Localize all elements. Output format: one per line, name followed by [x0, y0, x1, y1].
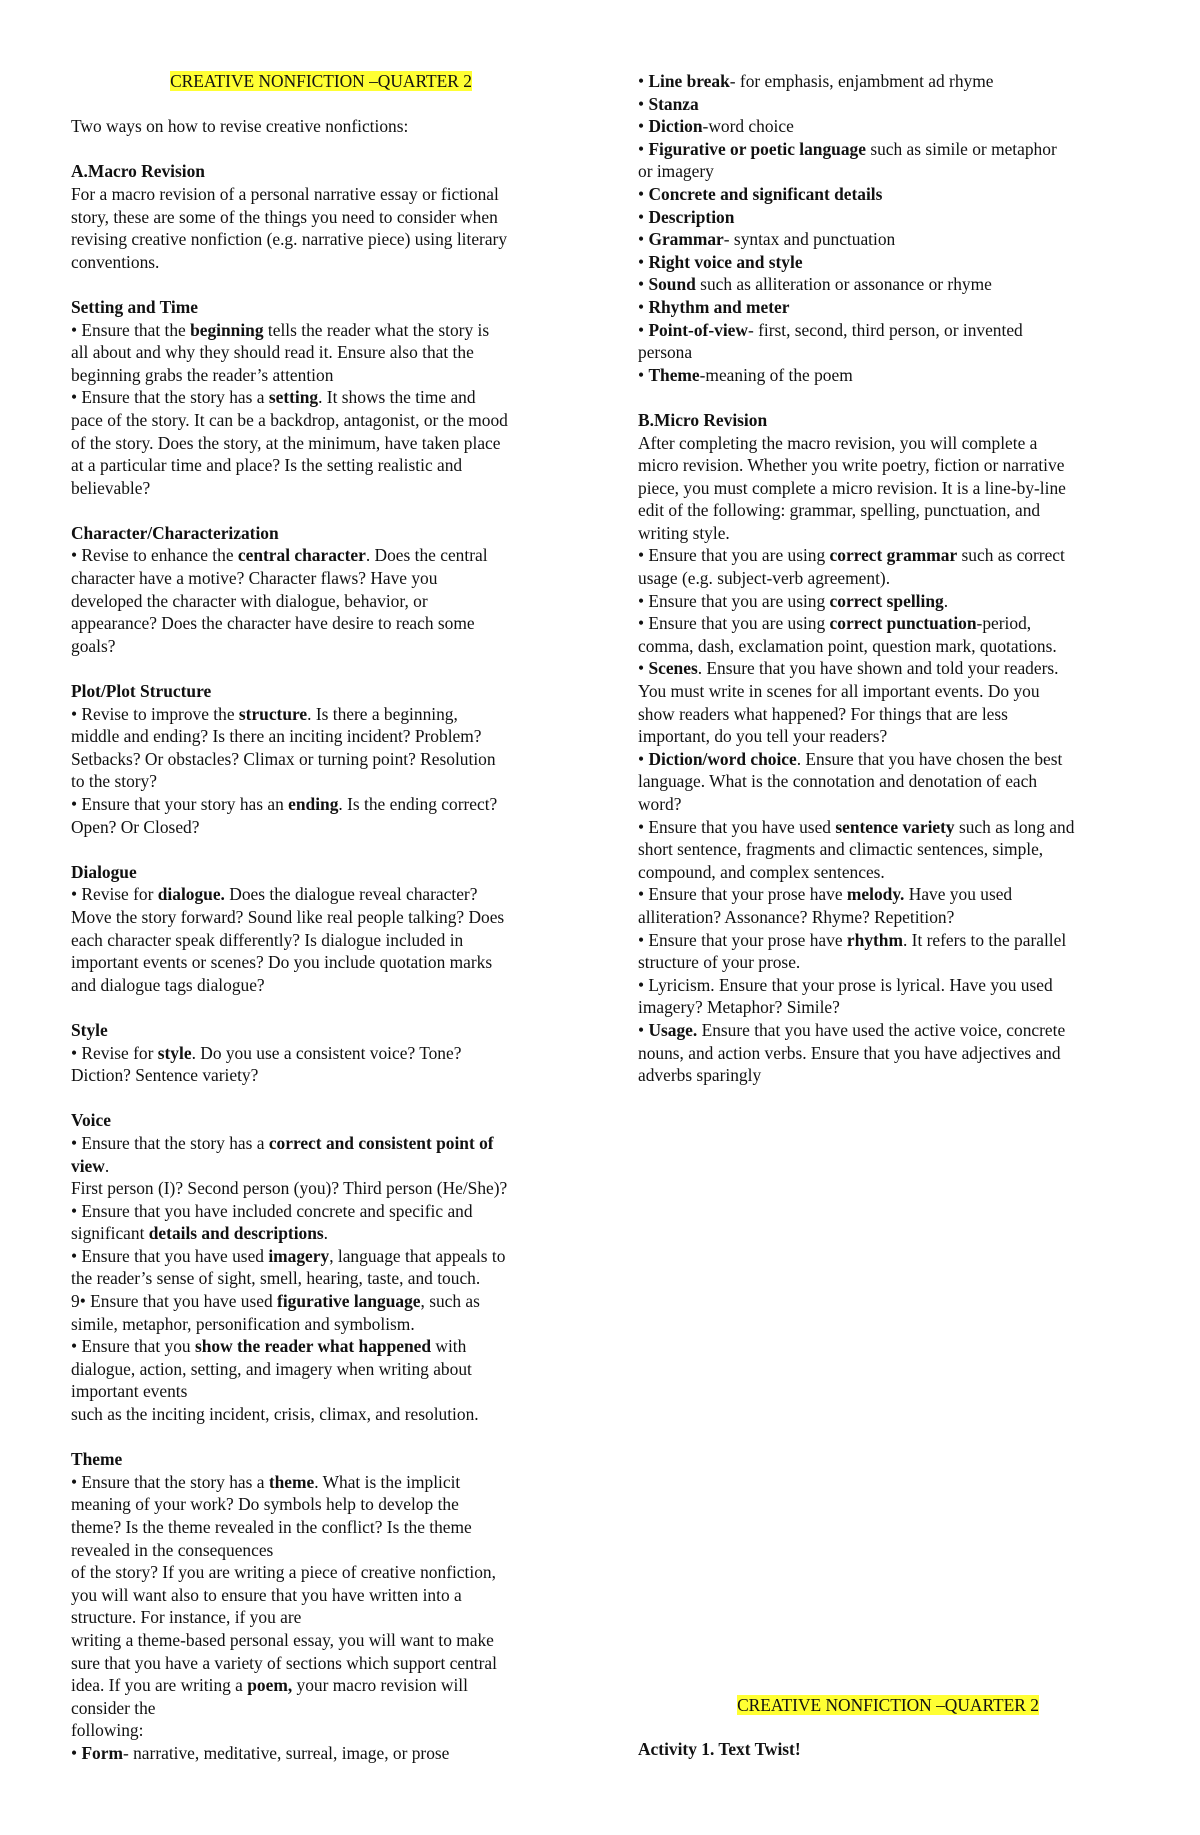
bold-term: Concrete and significant details: [648, 183, 883, 204]
text-line: imagery? Metaphor? Simile?: [638, 997, 840, 1018]
macro-line: conventions.: [71, 251, 160, 272]
macro-line: revising creative nonfiction (e.g. narrative piece) using literary: [71, 229, 508, 250]
text: • Ensure that the: [71, 319, 191, 340]
lyricism-bullet: • Lyricism. Ensure that your prose is lyrical. Have you used: [638, 974, 1053, 995]
text: Have you used: [904, 884, 1013, 905]
macro-line: story, these are some of the things you need to consider when: [71, 206, 498, 227]
text: - first, second, third person, or invented: [747, 319, 1023, 340]
text-line: important, do you tell your readers?: [638, 726, 888, 747]
usage-bullet: • Usage. Ensure that you have used the active voice, concrete: [638, 1019, 1066, 1040]
text-line: alliteration? Assonance? Rhyme? Repetition?: [638, 906, 955, 927]
bold-term: Description: [648, 206, 735, 227]
bold-term: central character: [237, 545, 366, 566]
right-column: [638, 70, 1138, 1087]
setting-bullet-2: [71, 386, 571, 409]
rhythm-bullet: [638, 929, 1138, 952]
theme-heading: Theme: [71, 1449, 123, 1470]
bold-term: rhythm: [846, 929, 903, 950]
text-line: middle and ending? Is there an inciting incident? Problem?: [71, 726, 482, 747]
text: .: [323, 1223, 329, 1244]
bold-term: Point-of-view: [648, 319, 748, 340]
text: • Ensure that you are using: [638, 590, 830, 611]
bold-term: correct and consistent point of: [268, 1132, 494, 1153]
poem-item: • Sound such as alliteration or assonance or rhyme: [638, 274, 992, 295]
text-line: word?: [638, 794, 682, 814]
poem-item: • Grammar- syntax and punctuation: [638, 229, 896, 250]
bold-term: sentence variety: [835, 816, 955, 837]
poem-item: • Concrete and significant details: [638, 183, 883, 204]
form-bullet: • Form- narrative, meditative, surreal, image, or prose: [71, 1742, 450, 1763]
text: • Ensure that the story has a: [71, 1471, 269, 1492]
text: . Does the central: [365, 545, 488, 566]
bold-term: Stanza: [648, 93, 699, 114]
character-heading: Character/Characterization: [71, 522, 279, 543]
text-line: to the story?: [71, 771, 157, 792]
bold-term: structure: [238, 703, 308, 724]
text-line: adverbs sparingly: [638, 1065, 762, 1086]
text: -period,: [976, 613, 1032, 634]
text: • Ensure that your story has an: [71, 794, 289, 814]
text-line: compound, and complex sentences.: [638, 861, 885, 882]
footer-title-text: CREATIVE NONFICTION –QUARTER 2: [737, 1695, 1039, 1715]
scenes-bullet: • Scenes. Ensure that you have shown and told your readers.: [638, 658, 1059, 679]
text: such as correct: [957, 545, 1065, 566]
bold-term: Figurative or poetic language: [648, 138, 866, 159]
theme-poem-line: [71, 1674, 571, 1697]
text: - for emphasis, enjambment ad rhyme: [729, 71, 994, 91]
bold-term: Diction/word choice: [648, 748, 797, 769]
text: -word choice: [702, 116, 794, 137]
doc-title-text: CREATIVE NONFICTION –QUARTER 2: [170, 71, 472, 91]
text: • Ensure that you: [71, 1336, 195, 1357]
bold-term: correct punctuation: [829, 613, 977, 634]
text-line: sure that you have a variety of sections which support central: [71, 1652, 497, 1673]
text-line: following:: [71, 1720, 144, 1741]
grammar-bullet: [638, 544, 1138, 567]
text-line: You must write in scenes for all important events. Do you: [638, 681, 1040, 702]
bold-term: dialogue.: [157, 884, 225, 905]
voice-heading: Voice: [71, 1110, 111, 1131]
poem-item: • Line break- for emphasis, enjambment ad rhyme: [638, 71, 994, 91]
text-line: edit of the following: grammar, spelling, punctuation, and: [638, 500, 1041, 521]
voice-bullet-1: [71, 1132, 571, 1155]
text: , such as: [420, 1291, 480, 1312]
text-line: After completing the macro revision, you will complete a: [638, 432, 1038, 453]
text: 9• Ensure that you have used: [71, 1291, 278, 1312]
micro-heading: B.Micro Revision: [638, 409, 768, 430]
bold-term: Grammar: [648, 229, 724, 250]
voice-bullet-5: [71, 1335, 571, 1358]
text-line: such as the inciting incident, crisis, climax, and resolution.: [71, 1404, 479, 1425]
text: significant: [71, 1223, 149, 1244]
text: -meaning of the poem: [699, 364, 853, 385]
text: . Ensure that you have chosen the best: [796, 748, 1063, 769]
text: • Revise for: [71, 1042, 158, 1063]
text-line: or imagery: [638, 161, 714, 182]
text: such as alliteration or assonance or rhyme: [695, 274, 992, 295]
poem-item: • Figurative or poetic language such as simile or metaphor: [638, 138, 1057, 159]
text: with: [431, 1336, 467, 1357]
text: - narrative, meditative, surreal, image, or prose: [122, 1742, 450, 1763]
plot-heading: Plot/Plot Structure: [71, 681, 212, 702]
text-line: short sentence, fragments and climactic sentences, simple,: [638, 839, 1044, 860]
text: your macro revision will: [292, 1675, 468, 1696]
footer-title: [638, 1694, 1138, 1717]
bold-term: Theme: [648, 364, 700, 385]
theme-bullet: [71, 1471, 571, 1494]
text-line: goals?: [71, 635, 116, 656]
plot-bullet-1: [71, 703, 571, 726]
dialogue-heading: Dialogue: [71, 861, 137, 882]
text: . Is there a beginning,: [307, 703, 458, 724]
bold-term: Line break: [648, 71, 730, 91]
text: • Revise to improve the: [71, 703, 239, 724]
text-line: persona: [638, 342, 693, 363]
text: • Ensure that you have used: [71, 1245, 269, 1266]
spelling-bullet: [638, 590, 1138, 613]
text: tells the reader what the story is: [263, 319, 490, 340]
voice-bullet-2: [71, 1222, 571, 1245]
doc-title: [71, 70, 571, 93]
text-line: pace of the story. It can be a backdrop, antagonist, or the mood: [71, 409, 508, 430]
sentence-variety-bullet: [638, 816, 1138, 839]
bold-term: Diction: [648, 116, 703, 137]
text: • Ensure that your prose have: [638, 884, 847, 905]
melody-bullet: [638, 883, 1138, 906]
style-heading: Style: [71, 1019, 108, 1040]
poem-item: • Diction-word choice: [638, 116, 794, 137]
text-line: each character speak differently? Is dialogue included in: [71, 929, 464, 950]
text: • Ensure that the story has a: [71, 387, 269, 408]
text: . It refers to the parallel: [902, 929, 1067, 950]
style-bullet: [71, 1042, 571, 1065]
text-line: • Ensure that you have included concrete and specific and: [71, 1200, 473, 1221]
text-line: developed the character with dialogue, behavior, or: [71, 590, 428, 611]
text: • Ensure that you have used: [638, 816, 836, 837]
punctuation-bullet: [638, 612, 1138, 635]
text-line: revealed in the consequences: [71, 1539, 274, 1560]
text-line: Move the story forward? Sound like real people talking? Does: [71, 906, 505, 927]
bold-term: Sound: [648, 274, 696, 295]
text-line: meaning of your work? Do symbols help to develop the: [71, 1494, 459, 1515]
bold-term: setting: [268, 387, 319, 408]
text: .: [943, 590, 949, 611]
text: • Ensure that the story has a: [71, 1132, 269, 1153]
text: . Ensure that you have shown and told your readers.: [697, 658, 1059, 679]
text: • Ensure that your prose have: [638, 929, 847, 950]
bold-term: Form: [81, 1742, 123, 1763]
text: . It shows the time and: [318, 387, 476, 408]
text: • Ensure that you are using: [638, 613, 830, 634]
text: idea. If you are writing a: [71, 1675, 248, 1696]
bold-term: show the reader what happened: [194, 1336, 432, 1357]
text-line: of the story? If you are writing a piece of creative nonfiction,: [71, 1562, 496, 1583]
text-line: believable?: [71, 477, 151, 498]
voice-bullet-4: [71, 1290, 571, 1313]
text-line: Setbacks? Or obstacles? Climax or turning point? Resolution: [71, 748, 496, 769]
text-line: all about and why they should read it. Ensure also that the: [71, 342, 474, 363]
voice-bullet-3: [71, 1245, 571, 1268]
left-column: [71, 70, 571, 1765]
bold-term: theme: [268, 1471, 315, 1492]
text-line: language. What is the connotation and denotation of each: [638, 771, 1038, 792]
text: such as simile or metaphor: [865, 138, 1057, 159]
poem-item: • Point-of-view- first, second, third person, or invented: [638, 319, 1023, 340]
text: . What is the implicit: [314, 1471, 461, 1492]
text: • Revise to enhance the: [71, 545, 238, 566]
bold-term: Right voice and style: [648, 251, 803, 272]
bold-term: details and descriptions: [148, 1223, 324, 1244]
bold-term: view: [71, 1155, 105, 1176]
text-line: structure of your prose.: [638, 952, 801, 973]
text: .: [104, 1155, 110, 1176]
character-bullet: [71, 544, 571, 567]
text-line: at a particular time and place? Is the setting realistic and: [71, 455, 463, 476]
bold-term: style: [157, 1042, 192, 1063]
macro-line: For a macro revision of a personal narrative essay or fictional: [71, 183, 499, 204]
poem-item: • Description: [638, 206, 735, 227]
bold-term: ending: [288, 794, 339, 814]
bold-term: Scenes: [648, 658, 698, 679]
text-line: dialogue, action, setting, and imagery when writing about: [71, 1358, 472, 1379]
setting-heading: Setting and Time: [71, 296, 198, 317]
poem-item: • Stanza: [638, 93, 699, 114]
text-line: of the story. Does the story, at the minimum, have taken place: [71, 432, 501, 453]
macro-heading: A.Macro Revision: [71, 161, 205, 182]
bold-term: Rhythm and meter: [648, 296, 790, 317]
text: Does the dialogue reveal character?: [224, 884, 478, 905]
text-line: the reader’s sense of sight, smell, hearing, taste, and touch.: [71, 1268, 481, 1289]
text: . Do you use a consistent voice? Tone?: [191, 1042, 462, 1063]
bold-term: correct spelling: [829, 590, 944, 611]
activity-heading: Activity 1. Text Twist!: [638, 1739, 801, 1759]
text-line: show readers what happened? For things that are less: [638, 703, 1008, 724]
text-line: beginning grabs the reader’s attention: [71, 364, 334, 385]
bold-term: melody.: [846, 884, 905, 905]
text-line: Diction? Sentence variety?: [71, 1065, 259, 1086]
bold-term: correct grammar: [829, 545, 958, 566]
poem-item: • Rhythm and meter: [638, 296, 790, 317]
text-line: comma, dash, exclamation point, question mark, quotations.: [638, 635, 1057, 656]
plot-bullet-2: [71, 793, 571, 816]
text-line: you will want also to ensure that you have written into a: [71, 1584, 462, 1605]
dialogue-bullet: [71, 883, 571, 906]
text-line: nouns, and action verbs. Ensure that you have adjectives and: [638, 1042, 1061, 1063]
bold-term: Usage.: [648, 1019, 698, 1040]
text-line: usage (e.g. subject-verb agreement).: [638, 568, 891, 589]
text-line: important events: [71, 1381, 188, 1402]
text: . Is the ending correct?: [338, 794, 498, 814]
text-line: and dialogue tags dialogue?: [71, 974, 265, 995]
text: , language that appeals to: [329, 1245, 506, 1266]
text: • Ensure that you are using: [638, 545, 830, 566]
bold-term: beginning: [190, 319, 264, 340]
diction-bullet: • Diction/word choice. Ensure that you have chosen the best: [638, 748, 1063, 769]
text: - syntax and punctuation: [723, 229, 896, 250]
text: Ensure that you have used the active voice, concrete: [697, 1019, 1066, 1040]
text-line: First person (I)? Second person (you)? Third person (He/She)?: [71, 1178, 508, 1199]
text-line: piece, you must complete a micro revision. It is a line-by-line: [638, 477, 1066, 498]
bold-term: imagery: [268, 1245, 330, 1266]
bold-term: figurative language: [277, 1291, 421, 1312]
text-line: writing style.: [638, 522, 730, 543]
text-line: theme? Is the theme revealed in the conflict? Is the theme: [71, 1517, 472, 1537]
text-line: writing a theme-based personal essay, you will want to make: [71, 1629, 494, 1650]
setting-bullet-1: [71, 319, 571, 342]
text-line: consider the: [71, 1697, 156, 1718]
text-line: structure. For instance, if you are: [71, 1607, 302, 1628]
text: such as long and: [954, 816, 1075, 837]
text-line: simile, metaphor, personification and symbolism.: [71, 1313, 415, 1334]
intro-text: Two ways on how to revise creative nonfictions:: [71, 116, 409, 137]
text: • Revise for: [71, 884, 158, 905]
poem-item: • Theme-meaning of the poem: [638, 364, 853, 385]
text-line: appearance? Does the character have desire to reach some: [71, 613, 475, 634]
text-line: micro revision. Whether you write poetry, fiction or narrative: [638, 455, 1065, 476]
voice-bullet-1-cont: [71, 1155, 571, 1178]
text-line: important events or scenes? Do you include quotation marks: [71, 952, 493, 973]
poem-item: • Right voice and style: [638, 251, 803, 272]
text-line: character have a motive? Character flaws? Have you: [71, 568, 438, 589]
bold-term: poem,: [247, 1675, 293, 1696]
text-line: Open? Or Closed?: [71, 816, 200, 837]
